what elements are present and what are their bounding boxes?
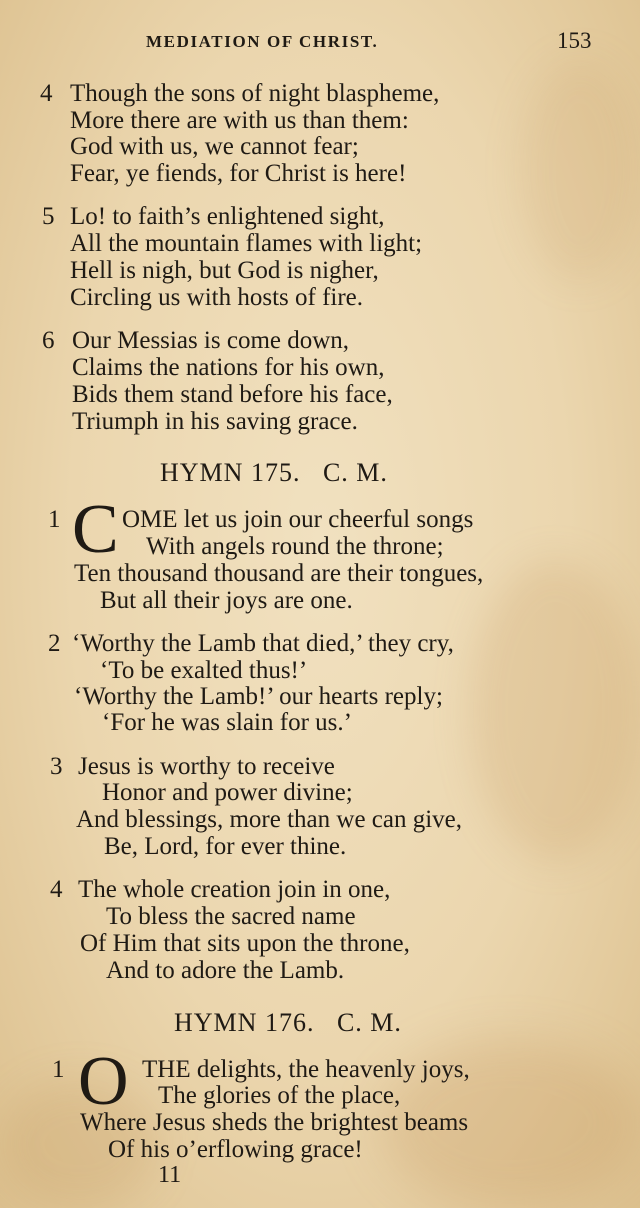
stanza-number: 6 <box>42 327 55 354</box>
hymn-title: HYMN 176. C. M. <box>174 1008 402 1037</box>
verse-line: Jesus is worthy to receive <box>78 753 335 780</box>
verse-number: 2 <box>48 630 61 657</box>
verse-line: Of his o’erflowing grace! <box>108 1136 363 1163</box>
verse-number: 4 <box>50 876 63 903</box>
verse-line: More there are with us than them: <box>70 107 409 134</box>
verse-line: Circling us with hosts of fire. <box>70 284 364 311</box>
verse-line: ‘For he was slain for us.’ <box>102 709 352 736</box>
verse-line: With angels round the throne; <box>146 533 444 560</box>
verse-line: OME let us join our cheerful songs <box>122 506 474 533</box>
verse-line: The glories of the place, <box>158 1082 401 1109</box>
page-number: 153 <box>557 28 592 53</box>
verse-line: God with us, we cannot fear; <box>70 133 359 160</box>
verse-line: Lo! to faith’s enlightened sight, <box>70 203 385 230</box>
verse-line: Fear, ye fiends, for Christ is here! <box>70 160 407 187</box>
verse-line: ‘To be exalted thus!’ <box>100 657 308 684</box>
verse-number: 1 <box>48 506 61 533</box>
verse-line: To bless the sacred name <box>106 903 356 930</box>
verse-line: Our Messias is come down, <box>72 327 350 354</box>
verse-line: Of Him that sits upon the throne, <box>80 930 410 957</box>
verse-line: Where Jesus sheds the brightest beams <box>80 1109 469 1136</box>
verse-line: Though the sons of night blaspheme, <box>70 80 440 107</box>
verse-line: Honor and power divine; <box>102 779 353 806</box>
verse-line: THE delights, the heavenly joys, <box>142 1056 470 1083</box>
verse-line: ‘Worthy the Lamb!’ our hearts reply; <box>74 683 443 710</box>
verse-line: Claims the nations for his own, <box>72 354 385 381</box>
signature-mark: 11 <box>158 1162 182 1188</box>
drop-cap: C <box>72 491 119 568</box>
verse-line: And to adore the Lamb. <box>106 957 345 984</box>
page-header <box>0 30 640 60</box>
verse-line: And blessings, more than we can give, <box>76 806 463 833</box>
verse-line: Ten thousand thousand are their tongues, <box>74 560 484 587</box>
verse-number: 3 <box>50 753 63 780</box>
verse-line: The whole creation join in one, <box>78 876 391 903</box>
stanza-number: 5 <box>42 203 55 230</box>
verse-line: Hell is nigh, but God is nigher, <box>70 257 379 284</box>
stanza-number: 4 <box>40 80 53 107</box>
verse-line: Bids them stand before his face, <box>72 381 393 408</box>
hymn-title: HYMN 175. C. M. <box>160 458 388 487</box>
verse-line: Be, Lord, for ever thine. <box>104 833 347 860</box>
verse-line: Triumph in his saving grace. <box>72 408 358 435</box>
verse-number: 1 <box>52 1056 65 1083</box>
verse-line: But all their joys are one. <box>100 587 353 614</box>
verse-line: ‘Worthy the Lamb that died,’ they cry, <box>72 630 454 657</box>
verse-line: All the mountain flames with light; <box>70 230 423 257</box>
drop-cap: O <box>78 1043 129 1120</box>
running-title: MEDIATION OF CHRIST. <box>146 32 379 51</box>
